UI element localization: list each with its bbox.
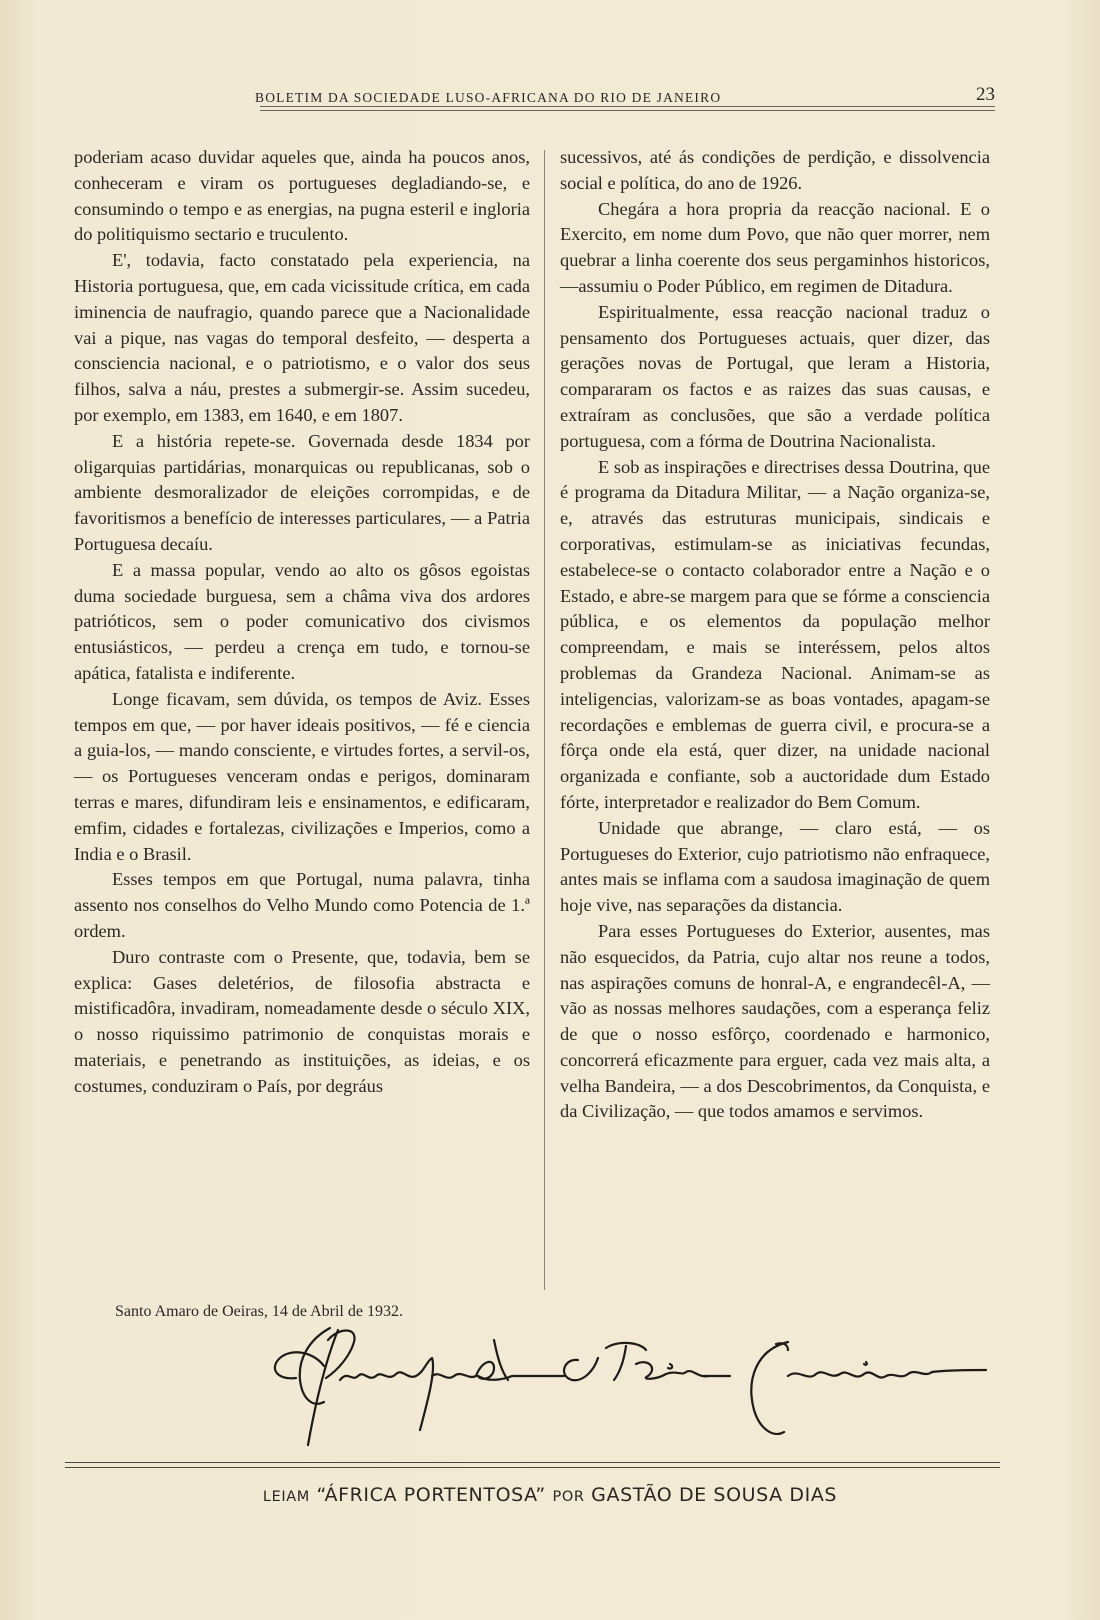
place-date-line: Santo Amaro de Oeiras, 14 de Abril de 1932. xyxy=(115,1303,403,1320)
paragraph: Espiritualmente, essa reacção nacional traduz o pensamento dos Portugueses actuais, quer dizer, das gerações novas de Portugal, que leram a Historia, compararam os factos e as raizes das suas causas, e extraíram as conclusões, que são a verdade política portuguesa, com a fórma de Doutrina Nacionalista. xyxy=(560,301,990,451)
advert-word-por: POR xyxy=(552,1489,585,1505)
paragraph: Esses tempos em que Portugal, numa palavra, tinha assento nos conselhos do Velho Mundo como Potencia de 1.ª ordem. xyxy=(74,869,530,941)
header-rule-top xyxy=(260,106,995,107)
header-rule-bottom xyxy=(260,110,995,111)
journal-title: BOLETIM DA SOCIEDADE LUSO-AFRICANA DO RIO DE JANEIRO xyxy=(255,90,722,105)
paragraph: Longe ficavam, sem dúvida, os tempos de Aviz. Esses tempos em que, — por haver ideais positivos, — fé e ciencia a guia-los, — mando consciente, e virtudes fortes, a servil-os, — os Portugueses venceram ondas e perigos, dominaram terras e mares, difundiram leis e ensinamentos, e edificaram, emfim, cidades e fortalezas, civilizações e Imperios, como a India e o Brasil. xyxy=(74,688,530,864)
footer-rule-bottom xyxy=(65,1467,1000,1468)
paragraph: E a história repete-se. Governada desde 1834 por oligarquias partidárias, monarquicas ou republicanas, sob o ambiente desmoralizador de eleições corrompidas, e de favoritismos a benefício de interesses particulares, — a Patria Portuguesa decaíu. xyxy=(74,430,530,554)
paragraph: E', todavia, facto constatado pela experiencia, na Historia portuguesa, que, em cada vicissitude crítica, em cada iminencia de naufragio, quando parece que a Nacionalidade vai a pique, nas vagas do temporal desfeito, — desperta a consciencia nacional, e o patriotismo, e o valor dos seus filhos, salva a náu, prestes a submergir-se. Assim sucedeu, por exemplo, em 1383, em 1640, e em 1807. xyxy=(74,250,530,425)
advert-book-title: “ÁFRICA PORTENTOSA” xyxy=(316,1484,546,1506)
paragraph: Chegára a hora propria da reacção nacional. E o Exercito, em nome dum Povo, que não quer morrer, nem quebrar a linha coerente dos seus pergaminhos historicos,—assumiu o Poder Público, em regimen de Ditadura. xyxy=(560,198,990,296)
advert-word-leiam: LEIAM xyxy=(262,1489,310,1505)
paragraph: sucessivos, até ás condições de perdição, e dissolvencia social e política, do ano de 1926. xyxy=(560,147,990,193)
paragraph: Unidade que abrange, — claro está, — os Portugueses do Exterior, cujo patriotismo não enfraquece, antes mais se inflama com a saudosa imaginação de quem hoje vive, nas separações da distancia. xyxy=(560,817,990,916)
book-advertisement xyxy=(0,1484,1100,1506)
advert-author: GASTÃO DE SOUSA DIAS xyxy=(591,1484,838,1506)
paragraph: Para esses Portugueses do Exterior, ausentes, mas não esquecidos, da Patria, cujo altar nos reune a todos, nas aspirações comuns de honral-A, e engrandecêl-A, — vão as nossas melhores saudações, com a esperança feliz de que o nosso esfôrço, coordenado e harmonico, concorrerá eficazmente para erguer, cada vez mais alta, a velha Bandeira, — a dos Descobrimentos, da Conquista, e da Civilização, — que todos amamos e servimos. xyxy=(560,920,990,1122)
page-number: 23 xyxy=(976,84,995,105)
paragraph: E sob as inspirações e directrises dessa Doutrina, que é programa da Ditadura Militar, — a Nação organiza-se, e, através das estruturas municipais, sindicais e corporativas, estimulam-se as iniciativas fecundas, estabelece-se o contacto colaborador entre a Nação e o Estado, e abre-se margem para que se fórme a consciencia pública, e os elementos da população melhor compreendam, e mais se interéssem, pelos altos problemas da Grandeza Nacional. Animam-se as inteligencias, valorizam-se as boas vontades, apagam-se recordações e emblemas de guerra civil, e procura-se a fôrça onde ela está, quer dizer, na unidade nacional organizada e confiante, sob a auctoridade dum Estado fórte, interpretador e realizador do Bem Comum. xyxy=(560,456,990,812)
column-divider xyxy=(544,150,545,1290)
right-column xyxy=(560,145,990,1285)
paragraph: E a massa popular, vendo ao alto os gôsos egoistas duma sociedade burguesa, sem a châma viva dos ardores patrióticos, sem o poder comunicativo dos civismos entusiásticos, — perdeu a crença em tudo, e tornou-se apática, fatalista e indiferente. xyxy=(74,559,530,683)
left-column xyxy=(74,145,530,1285)
paragraph: Duro contraste com o Presente, que, todavia, bem se explica: Gases deletérios, de filosofia abstracta e mistificadôra, invadiram, nomeadamente desde o século XIX, o nosso riquissimo patrimonio de conquistas morais e materiais, e penetrando as instituições, as ideias, e os costumes, conduziram o País, por degráus xyxy=(74,946,530,1096)
footer-rule-top xyxy=(65,1462,1000,1463)
paragraph: poderiam acaso duvidar aqueles que, ainda ha poucos anos, conheceram e viram os portugueses degladiando-se, e consumindo o tempo e as energias, na pugna esteril e ingloria do politiquismo sectario e truculento. xyxy=(74,147,530,245)
handwritten-signature xyxy=(268,1320,988,1450)
